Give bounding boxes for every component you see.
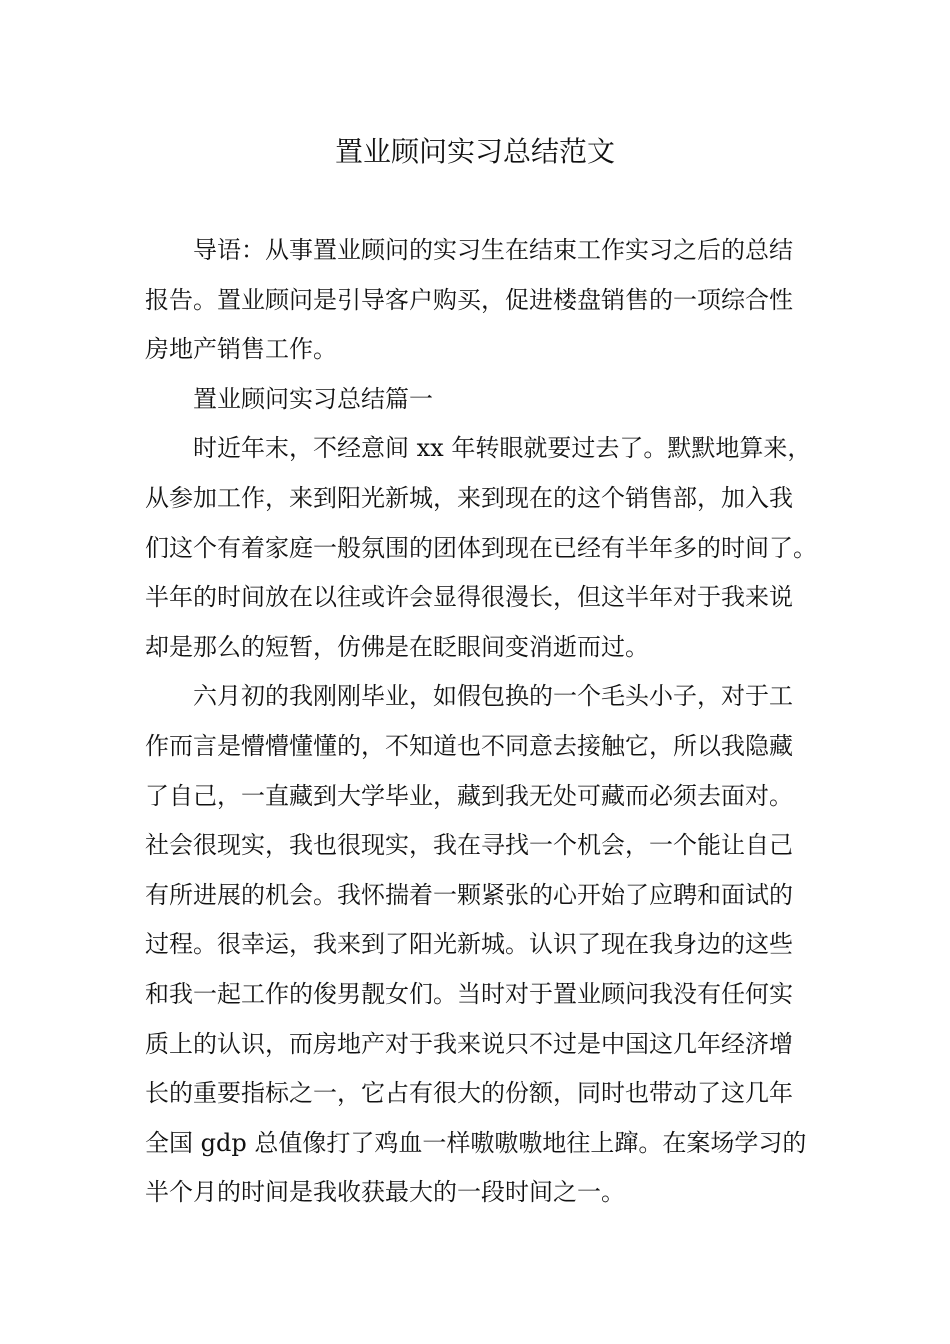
text-line: 却是那么的短暂，仿佛是在眨眼间变消逝而过。 [145,632,649,661]
text-line: 质上的认识，而房地产对于我来说只不过是中国这几年经济增 [145,1029,793,1058]
document-body [145,226,817,1218]
paragraph-intro [145,226,817,375]
text-line: 了自己，一直藏到大学毕业，藏到我无处可藏而必须去面对。 [145,781,793,810]
text-line: 长的重要指标之一，它占有很大的份额，同时也带动了这几年 [145,1079,793,1108]
text-line: 有所进展的机会。我怀揣着一颗紧张的心开始了应聘和面试的 [145,880,793,909]
text-line: 房地产销售工作。 [145,335,337,364]
text-line: 们这个有着家庭一般氛围的团体到现在已经有半年多的时间了。 [145,533,817,562]
text-line: 半个月的时间是我收获最大的一段时间之一。 [145,1178,625,1207]
text-line: 和我一起工作的俊男靓女们。当时对于置业顾问我没有任何实 [145,979,793,1008]
text-line: 时近年末，不经意间 xx 年转眼就要过去了。默默地算来， [193,434,812,463]
text-line: 从参加工作，来到阳光新城，来到现在的这个销售部，加入我 [145,483,793,512]
text-line: 社会很现实，我也很现实，我在寻找一个机会，一个能让自己 [145,831,793,860]
text-line: 全国 gdp 总值像打了鸡血一样嗷嗷嗷地往上蹿。在案场学习的 [145,1128,807,1157]
text-line: 六月初的我刚刚毕业，如假包换的一个毛头小子，对于工 [193,682,793,711]
section-heading [145,375,817,425]
paragraph-1 [145,424,817,672]
document-title: 置业顾问实习总结范文 [334,135,615,168]
text-line: 过程。很幸运，我来到了阳光新城。认识了现在我身边的这些 [145,930,793,959]
text-line: 置业顾问实习总结篇一 [193,384,433,413]
text-line: 报告。置业顾问是引导客户购买，促进楼盘销售的一项综合性 [145,285,793,314]
text-line: 导语：从事置业顾问的实习生在结束工作实习之后的总结 [193,236,793,264]
text-line: 作而言是懵懵懂懂的，不知道也不同意去接触它，所以我隐藏 [145,731,793,760]
paragraph-2 [145,672,817,1218]
text-line: 半年的时间放在以往或许会显得很漫长，但这半年对于我来说 [145,583,793,612]
